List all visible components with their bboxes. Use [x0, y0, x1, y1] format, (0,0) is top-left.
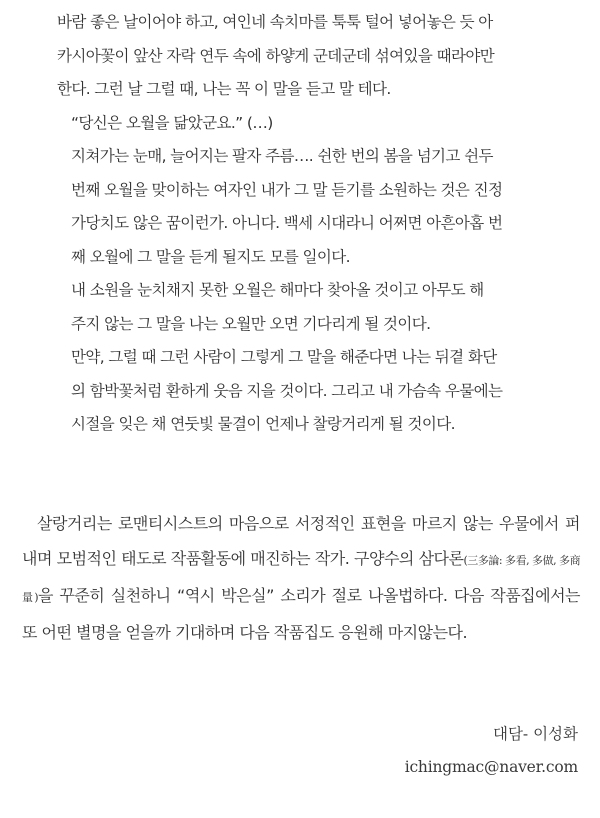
poem-line: 지쳐가는 눈매, 늘어지는 팔자 주름…. 쉰한 번의 봄을 넘기고 쉰두	[71, 147, 493, 165]
poem-line: 만약, 그럴 때 그런 사람이 그렇게 그 말을 해준다면 나는 뒤곁 화단	[71, 348, 497, 366]
poem-line: 의 함박꽃처럼 환하게 웃음 지을 것이다. 그리고 내 가슴속 우물에는	[71, 381, 503, 400]
poem-line: 주지 않는 그 말을 나는 오월만 오면 기다리게 될 것이다.	[71, 314, 431, 333]
poem-line: 카시아꽃이 앞산 자락 연두 속에 하얗게 군데군데 섞여있을 때라야만	[57, 46, 495, 65]
poem-quote	[57, 107, 547, 141]
poem-line: 시절을 잊은 채 연둣빛 물결이 언제나 찰랑거리게 될 것이다.	[71, 415, 455, 433]
poem-line: 째 오월에 그 말을 듣게 될지도 모를 일이다.	[71, 247, 350, 266]
poem-paragraph-3	[57, 140, 547, 274]
poem-line: 가당치도 않은 꿈이런가. 아니다. 백세 시대라니 어쩌면 아흔아홉 번	[71, 214, 503, 232]
signature-block	[405, 718, 578, 784]
poem-paragraph-1	[57, 6, 547, 107]
poem-line: 번째 오월을 맞이하는 여자인 내가 그 말 듣기를 소원하는 것은 진정	[71, 180, 503, 199]
contact-email: ichingmac@naver.com	[404, 758, 578, 776]
interviewer-byline: 대담- 이성화	[492, 725, 578, 743]
essay-text-end: 을 꾸준히 실천하니 “역시 박은실” 소리가 절로 나올법하다. 다음 작품집에서는 또 어떤 별명을 얻을까 기대하며 다음 작품집도 응원해 마지않는다.	[22, 586, 581, 642]
poem-paragraph-5	[57, 341, 547, 442]
poem-line: 바람 좋은 날이어야 하고, 여인네 속치마를 툭툭 털어 넣어놓은 듯 아	[57, 13, 493, 31]
poem-excerpt	[57, 6, 547, 442]
poem-paragraph-4	[57, 274, 547, 341]
review-essay	[22, 506, 580, 650]
poem-line: “당신은 오월을 닮았군요.” (…)	[71, 113, 273, 132]
poem-line: 한다. 그런 날 그럴 때, 나는 꼭 이 말을 듣고 말 테다.	[57, 80, 391, 98]
essay-text-start: 살랑거리는 로맨티시스트의 마음으로 서정적인 표현을 마르지 않는 우물에서 퍼내며 모범적인 태도로 작품활동에 매진하는 작가. 구양수의 삼다론	[22, 514, 580, 568]
essay-hanja-annotation: (三多論: 多看, 多做, 多商量)	[22, 554, 580, 604]
poem-line: 내 소원을 눈치채지 못한 오월은 해마다 찾아올 것이고 아무도 해	[71, 281, 484, 299]
essay-paragraph	[22, 506, 580, 650]
